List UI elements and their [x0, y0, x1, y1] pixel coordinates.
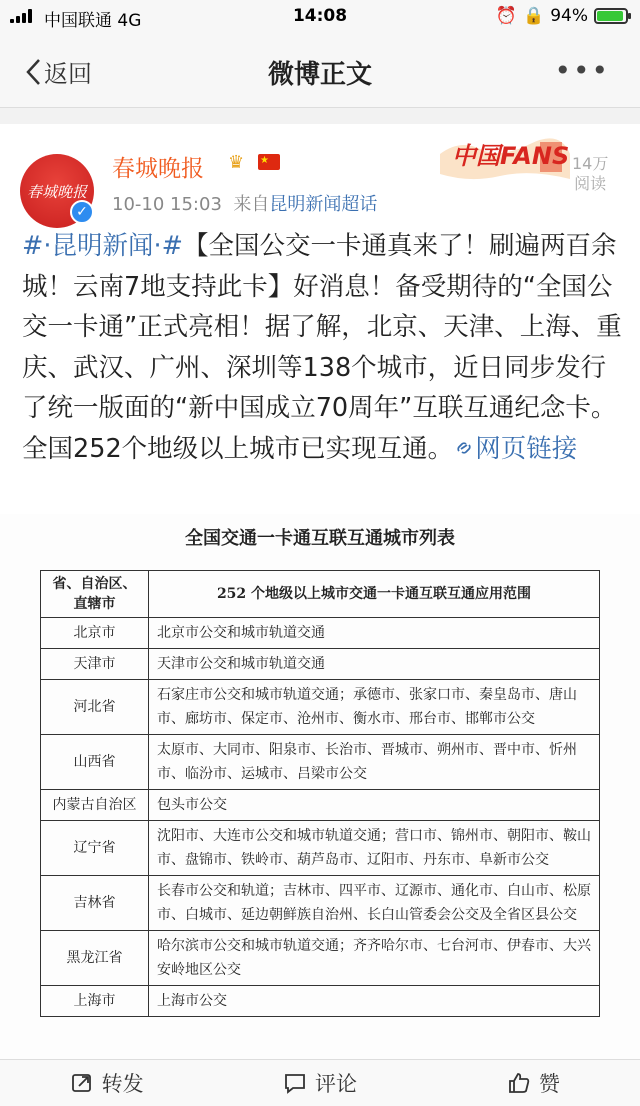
- like-button[interactable]: [427, 1060, 640, 1106]
- action-bar: [0, 1059, 640, 1106]
- post-meta: [112, 190, 377, 216]
- table-row: [41, 931, 600, 986]
- user-name[interactable]: 春城晚报: [112, 156, 204, 182]
- scope-cell: 哈尔滨市公交和城市轨道交通；齐齐哈尔市、七台河市、伊春市、大兴安岭地区公交: [149, 931, 600, 986]
- post-body: [22, 226, 622, 469]
- table-title: 全国交通一卡通互联互通城市列表: [185, 528, 455, 549]
- china-flag-icon: ★: [258, 154, 280, 170]
- city-table: [40, 570, 600, 1017]
- table-header-row: [41, 571, 600, 618]
- scope-cell: 天津市公交和城市轨道交通: [149, 649, 600, 680]
- province-cell: 山西省: [41, 735, 149, 790]
- status-right: [496, 6, 628, 26]
- verified-icon: ✓: [70, 200, 94, 224]
- vip-crown-icon: ♛: [228, 152, 245, 173]
- table-row: [41, 618, 600, 649]
- view-count-value: 14万: [572, 154, 609, 173]
- province-cell: 上海市: [41, 986, 149, 1017]
- page-title: 微博正文: [267, 60, 372, 90]
- scope-cell: 北京市公交和城市轨道交通: [149, 618, 600, 649]
- thumbs-up-icon: [507, 1071, 531, 1095]
- table-body: [41, 618, 600, 1017]
- table-row: [41, 876, 600, 931]
- comment-label: 评论: [314, 1072, 357, 1096]
- view-count-label: 阅读: [574, 174, 607, 193]
- more-button[interactable]: •••: [554, 54, 610, 87]
- battery-fill: [597, 11, 623, 21]
- post-body-text: 【全国公交一卡通真来了！刷遍两百余城！云南7地支持此卡】好消息！备受期待的“全国公交一卡通”正式亮相！据了解，北京、天津、上海、重庆、武汉、广州、深圳等138个城市，近日同步发行了统一版面的“新中国成立70周年”互联互通纪念卡。全国252个地级以上城市已实现互通。: [22, 231, 622, 464]
- like-label: 赞: [538, 1072, 560, 1096]
- scope-cell: 石家庄市公交和城市轨道交通；承德市、张家口市、秦皇岛市、唐山市、廊坊市、保定市、沧州市、衡水市、邢台市、邯郸市公交: [149, 680, 600, 735]
- battery-icon: [594, 8, 628, 24]
- province-cell: 黑龙江省: [41, 931, 149, 986]
- repost-button[interactable]: [0, 1060, 213, 1106]
- post-time: 10-10 15:03: [112, 194, 222, 215]
- scope-cell: 长春市公交和轨道；吉林市、四平市、辽源市、通化市、白山市、松原市、白城市、延边朝鲜族自治州、长白山管委会公交及全省区县公交: [149, 876, 600, 931]
- view-count: [572, 154, 608, 194]
- scope-cell: 太原市、大同市、阳泉市、长治市、晋城市、朔州市、晋中市、忻州市、临汾市、运城市、吕梁市公交: [149, 735, 600, 790]
- scope-cell: 沈阳市、大连市公交和城市轨道交通；营口市、锦州市、朝阳市、鞍山市、盘锦市、铁岭市、葫芦岛市、辽阳市、丹东市、阜新市公交: [149, 821, 600, 876]
- carrier-label: 中国联通 4G: [44, 11, 142, 31]
- alarm-icon: ⏰: [495, 6, 518, 26]
- province-cell: 天津市: [41, 649, 149, 680]
- fans-badge-text: 中国FANS: [452, 142, 570, 170]
- province-cell: 河北省: [41, 680, 149, 735]
- back-label: 返回: [44, 60, 92, 88]
- province-cell: 北京市: [41, 618, 149, 649]
- province-cell: 吉林省: [41, 876, 149, 931]
- scope-cell: 包头市公交: [149, 790, 600, 821]
- comment-icon: [283, 1071, 307, 1095]
- battery-percent: 94%: [550, 6, 588, 26]
- header-province: 省、自治区、直辖市: [41, 571, 149, 618]
- repost-label: 转发: [101, 1072, 144, 1096]
- table-row: [41, 986, 600, 1017]
- comment-button[interactable]: [213, 1060, 426, 1106]
- status-time: 14:08: [292, 6, 348, 26]
- table-row: [41, 821, 600, 876]
- table-row: [41, 735, 600, 790]
- table-row: [41, 790, 600, 821]
- avatar-logo-text: 春城晚报: [26, 182, 87, 201]
- table-row: [41, 680, 600, 735]
- table-row: [41, 649, 600, 680]
- province-cell: 内蒙古自治区: [41, 790, 149, 821]
- link-icon: [453, 439, 475, 457]
- province-cell: 辽宁省: [41, 821, 149, 876]
- web-link[interactable]: [453, 434, 577, 464]
- post-image[interactable]: [0, 514, 640, 1059]
- topic-tag[interactable]: #·昆明新闻·#: [22, 231, 183, 261]
- web-link-label: 网页链接: [475, 433, 578, 464]
- status-bar: [0, 0, 640, 34]
- source-link[interactable]: 昆明新闻超话: [269, 194, 378, 215]
- repost-icon: [70, 1071, 94, 1095]
- post-content: [0, 124, 640, 1059]
- header-scope: 252 个地级以上城市交通一卡通互联互通应用范围: [149, 571, 600, 618]
- scope-cell: 上海市公交: [149, 986, 600, 1017]
- nav-bar: [0, 34, 640, 108]
- rotation-lock-icon: 🔒: [523, 6, 545, 26]
- source-prefix: 来自: [233, 194, 270, 215]
